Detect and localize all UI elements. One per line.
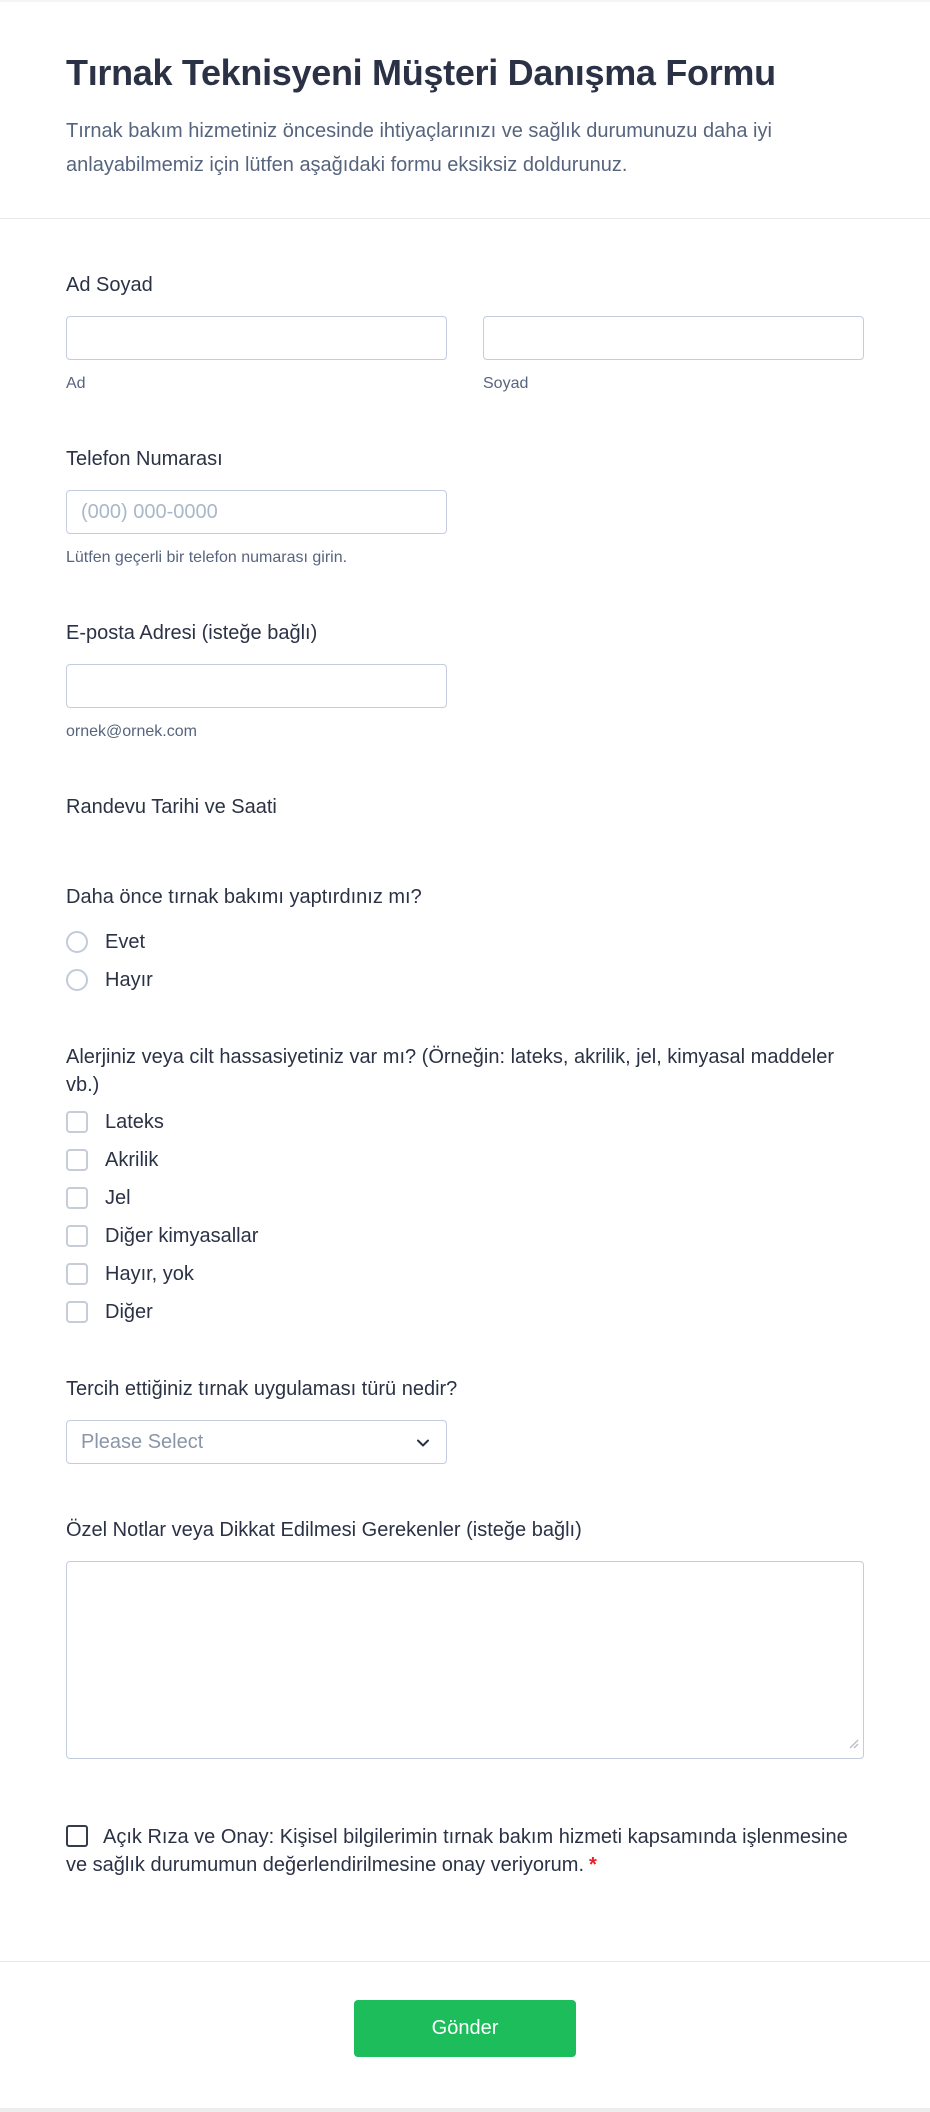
phone-helper-text: Lütfen geçerli bir telefon numarası girin.: [66, 549, 348, 566]
resize-handle-icon[interactable]: [846, 1736, 860, 1755]
radio-option-hayir[interactable]: [66, 969, 864, 991]
checkbox-icon[interactable]: [66, 1301, 88, 1323]
form-body: [0, 271, 930, 1879]
last-name-col: [483, 316, 864, 393]
checkbox-option-label: Diğer kimyasallar: [105, 1225, 259, 1247]
email-helper-text: ornek@ornek.com: [66, 723, 197, 740]
fullname-inputs: [66, 316, 864, 393]
application-type-select[interactable]: [66, 1420, 447, 1464]
checkbox-icon[interactable]: [66, 1111, 88, 1133]
header-divider: [0, 218, 930, 219]
first-name-sublabel: Ad: [66, 375, 86, 392]
checkbox-option-jel[interactable]: [66, 1187, 864, 1209]
select-selected-value: Please Select: [81, 1430, 204, 1453]
field-phone: [66, 445, 864, 567]
field-notes: [66, 1516, 864, 1759]
field-application-type: [66, 1375, 864, 1464]
page-subtitle: Tırnak bakım hizmetiniz öncesinde ihtiyaçlarınızı ve sağlık durumunuzu daha iyi anlayabilmemiz için lütfen aşağıdaki formu eksiksiz doldurunuz.: [66, 120, 772, 176]
checkbox-option-hayir-yok[interactable]: [66, 1263, 864, 1285]
notes-textarea-wrap: [66, 1561, 864, 1759]
checkbox-option-lateks[interactable]: [66, 1111, 864, 1133]
notes-textarea[interactable]: [67, 1562, 863, 1758]
page-title: Tırnak Teknisyeni Müşteri Danışma Formu: [66, 52, 776, 93]
last-name-input[interactable]: [483, 316, 864, 360]
form-footer: [0, 1962, 930, 2108]
field-email: [66, 619, 864, 741]
field-fullname: [66, 271, 864, 393]
radio-option-evet[interactable]: [66, 931, 864, 953]
checkbox-option-diger[interactable]: [66, 1301, 864, 1323]
checkbox-icon[interactable]: [66, 1149, 88, 1171]
email-input[interactable]: [66, 664, 447, 708]
consent-label: Açık Rıza ve Onay: Kişisel bilgilerimin tırnak bakım hizmeti kapsamında işlenmesine ve sağlık durumumun değerlendirilmesine onay veriyorum.: [66, 1826, 848, 1876]
last-name-sublabel: Soyad: [483, 375, 529, 392]
checkbox-icon[interactable]: [66, 1263, 88, 1285]
field-previous-care: [66, 883, 864, 991]
allergies-options: [66, 1111, 864, 1323]
fullname-label: Ad Soyad: [66, 274, 153, 296]
previous-care-options: [66, 931, 864, 991]
checkbox-option-label: Diğer: [105, 1301, 153, 1323]
radio-option-label: Evet: [105, 931, 146, 953]
radio-button-icon[interactable]: [66, 931, 88, 953]
allergies-label: Alerjiniz veya cilt hassasiyetiniz var mı? (Örneğin: lateks, akrilik, jel, kimyasal maddeler vb.): [66, 1046, 835, 1096]
chevron-down-icon: [414, 1434, 432, 1457]
checkbox-option-label: Jel: [105, 1187, 131, 1209]
checkbox-option-label: Akrilik: [105, 1149, 159, 1171]
checkbox-option-diger-kimyasallar[interactable]: [66, 1225, 864, 1247]
required-asterisk: *: [589, 1854, 597, 1876]
checkbox-option-label: Lateks: [105, 1111, 164, 1133]
field-allergies: [66, 1043, 864, 1323]
first-name-input[interactable]: [66, 316, 447, 360]
application-type-label: Tercih ettiğiniz tırnak uygulaması türü nedir?: [66, 1378, 458, 1400]
checkbox-option-akrilik[interactable]: [66, 1149, 864, 1171]
appointment-label: Randevu Tarihi ve Saati: [66, 796, 277, 818]
previous-care-label: Daha önce tırnak bakımı yaptırdınız mı?: [66, 886, 422, 908]
checkbox-icon[interactable]: [66, 1187, 88, 1209]
radio-button-icon[interactable]: [66, 969, 88, 991]
email-label: E-posta Adresi (isteğe bağlı): [66, 622, 318, 644]
phone-input[interactable]: [66, 490, 447, 534]
radio-option-label: Hayır: [105, 969, 153, 991]
first-name-col: [66, 316, 447, 393]
consent-checkbox-icon[interactable]: [66, 1825, 88, 1847]
notes-label: Özel Notlar veya Dikkat Edilmesi Gerekenler (isteğe bağlı): [66, 1519, 582, 1541]
field-appointment: [66, 793, 864, 821]
field-consent: [66, 1823, 864, 1879]
checkbox-icon[interactable]: [66, 1225, 88, 1247]
submit-button[interactable]: Gönder: [354, 2000, 576, 2057]
phone-label: Telefon Numarası: [66, 448, 223, 470]
consent-row: [66, 1823, 864, 1879]
form-header: [0, 2, 930, 182]
checkbox-option-label: Hayır, yok: [105, 1263, 194, 1285]
